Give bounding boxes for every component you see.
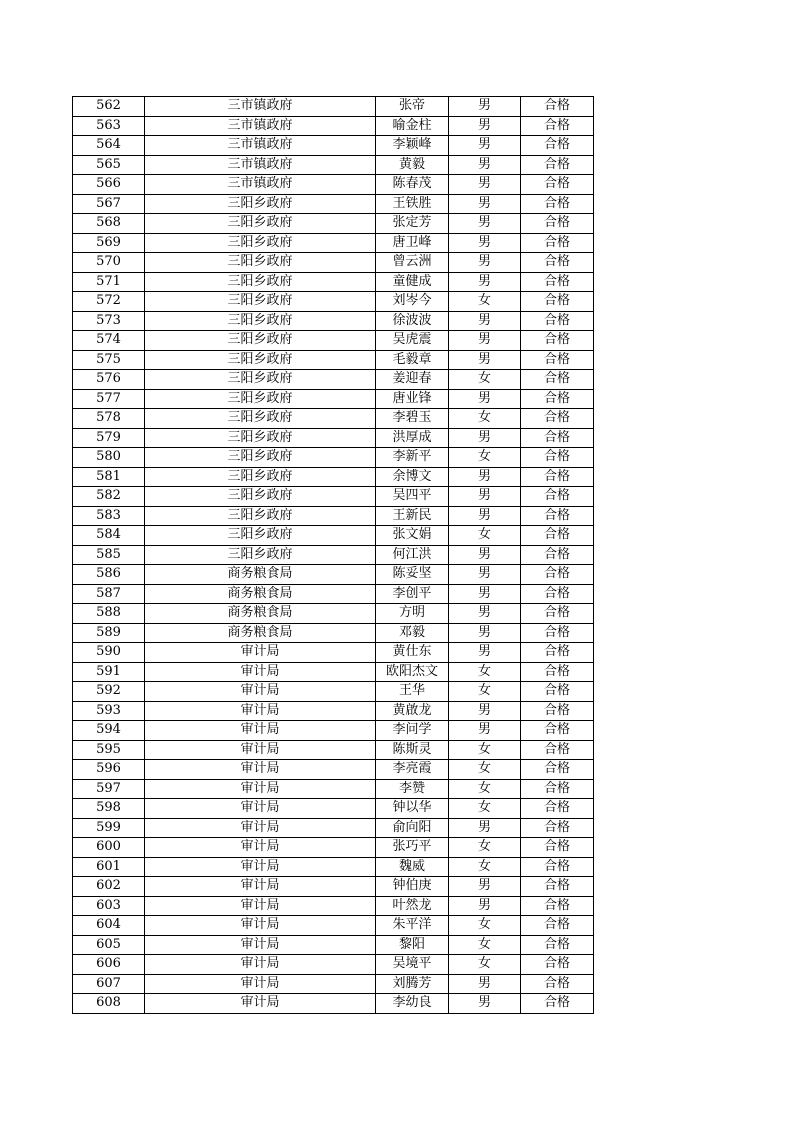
cell-unit: 三阳乡政府 (145, 272, 376, 292)
cell-name: 王华 (376, 682, 449, 702)
cell-name: 洪厚成 (376, 428, 449, 448)
cell-gender: 男 (449, 389, 521, 409)
cell-result: 合格 (521, 545, 594, 565)
table-row (73, 194, 594, 214)
cell-name: 朱平洋 (376, 916, 449, 936)
cell-number: 595 (73, 740, 145, 760)
table-row (73, 779, 594, 799)
cell-gender: 男 (449, 584, 521, 604)
table-row (73, 487, 594, 507)
cell-unit: 三阳乡政府 (145, 467, 376, 487)
table-row (73, 428, 594, 448)
cell-number: 602 (73, 877, 145, 897)
cell-result: 合格 (521, 370, 594, 390)
cell-unit: 商务粮食局 (145, 623, 376, 643)
cell-result: 合格 (521, 818, 594, 838)
cell-unit: 审计局 (145, 916, 376, 936)
cell-gender: 男 (449, 701, 521, 721)
cell-gender: 男 (449, 97, 521, 117)
cell-name: 姜迎春 (376, 370, 449, 390)
cell-unit: 三市镇政府 (145, 136, 376, 156)
cell-name: 吴虎震 (376, 331, 449, 351)
cell-unit: 审计局 (145, 877, 376, 897)
table-row (73, 935, 594, 955)
cell-unit: 审计局 (145, 760, 376, 780)
cell-result: 合格 (521, 194, 594, 214)
cell-result: 合格 (521, 994, 594, 1014)
table-row (73, 506, 594, 526)
cell-name: 李幼良 (376, 994, 449, 1014)
table-row (73, 370, 594, 390)
cell-result: 合格 (521, 136, 594, 156)
table-row (73, 350, 594, 370)
cell-gender: 女 (449, 409, 521, 429)
table-row (73, 409, 594, 429)
cell-result: 合格 (521, 955, 594, 975)
cell-result: 合格 (521, 253, 594, 273)
cell-unit: 审计局 (145, 643, 376, 663)
cell-number: 565 (73, 155, 145, 175)
cell-unit: 商务粮食局 (145, 584, 376, 604)
cell-unit: 审计局 (145, 721, 376, 741)
table-row (73, 994, 594, 1014)
table-row (73, 565, 594, 585)
table-row (73, 740, 594, 760)
cell-number: 566 (73, 175, 145, 195)
cell-result: 合格 (521, 701, 594, 721)
cell-unit: 审计局 (145, 818, 376, 838)
cell-gender: 男 (449, 721, 521, 741)
cell-number: 606 (73, 955, 145, 975)
cell-gender: 男 (449, 623, 521, 643)
cell-number: 591 (73, 662, 145, 682)
table-row (73, 526, 594, 546)
cell-name: 王铁胜 (376, 194, 449, 214)
cell-result: 合格 (521, 643, 594, 663)
table-row (73, 877, 594, 897)
table-row (73, 292, 594, 312)
cell-unit: 三阳乡政府 (145, 409, 376, 429)
cell-number: 577 (73, 389, 145, 409)
table-row (73, 623, 594, 643)
cell-name: 余博文 (376, 467, 449, 487)
cell-result: 合格 (521, 272, 594, 292)
cell-result: 合格 (521, 409, 594, 429)
cell-unit: 三阳乡政府 (145, 233, 376, 253)
cell-unit: 审计局 (145, 994, 376, 1014)
cell-number: 580 (73, 448, 145, 468)
cell-result: 合格 (521, 974, 594, 994)
roster-table (72, 96, 594, 1014)
cell-result: 合格 (521, 857, 594, 877)
cell-result: 合格 (521, 916, 594, 936)
cell-gender: 女 (449, 370, 521, 390)
table-row (73, 916, 594, 936)
cell-number: 581 (73, 467, 145, 487)
cell-unit: 商务粮食局 (145, 565, 376, 585)
cell-gender: 男 (449, 818, 521, 838)
table-row (73, 272, 594, 292)
cell-unit: 三市镇政府 (145, 97, 376, 117)
table-row (73, 838, 594, 858)
cell-unit: 三阳乡政府 (145, 506, 376, 526)
cell-gender: 女 (449, 526, 521, 546)
cell-name: 童健成 (376, 272, 449, 292)
cell-number: 583 (73, 506, 145, 526)
cell-name: 黄啟龙 (376, 701, 449, 721)
cell-number: 585 (73, 545, 145, 565)
cell-name: 黎阳 (376, 935, 449, 955)
cell-name: 李亮霞 (376, 760, 449, 780)
cell-result: 合格 (521, 428, 594, 448)
cell-unit: 三阳乡政府 (145, 448, 376, 468)
cell-gender: 女 (449, 838, 521, 858)
cell-result: 合格 (521, 506, 594, 526)
cell-gender: 女 (449, 955, 521, 975)
cell-gender: 男 (449, 175, 521, 195)
table-row (73, 818, 594, 838)
cell-name: 李赞 (376, 779, 449, 799)
cell-name: 欧阳杰文 (376, 662, 449, 682)
cell-name: 张巧平 (376, 838, 449, 858)
cell-gender: 女 (449, 779, 521, 799)
cell-gender: 女 (449, 448, 521, 468)
table-row (73, 467, 594, 487)
table-row (73, 974, 594, 994)
cell-gender: 男 (449, 467, 521, 487)
cell-unit: 三阳乡政府 (145, 487, 376, 507)
cell-gender: 男 (449, 545, 521, 565)
cell-number: 574 (73, 331, 145, 351)
cell-gender: 女 (449, 292, 521, 312)
cell-unit: 审计局 (145, 662, 376, 682)
cell-name: 徐波波 (376, 311, 449, 331)
cell-name: 唐卫峰 (376, 233, 449, 253)
table-row (73, 389, 594, 409)
cell-result: 合格 (521, 682, 594, 702)
cell-number: 563 (73, 116, 145, 136)
cell-gender: 男 (449, 565, 521, 585)
cell-unit: 三阳乡政府 (145, 253, 376, 273)
cell-gender: 男 (449, 877, 521, 897)
cell-unit: 审计局 (145, 857, 376, 877)
cell-unit: 审计局 (145, 779, 376, 799)
cell-gender: 女 (449, 740, 521, 760)
cell-name: 钟以华 (376, 799, 449, 819)
cell-gender: 男 (449, 194, 521, 214)
table-row (73, 662, 594, 682)
cell-result: 合格 (521, 233, 594, 253)
cell-name: 黄仕东 (376, 643, 449, 663)
table-row (73, 253, 594, 273)
cell-number: 588 (73, 604, 145, 624)
table-row (73, 214, 594, 234)
cell-number: 562 (73, 97, 145, 117)
cell-unit: 三阳乡政府 (145, 389, 376, 409)
cell-number: 597 (73, 779, 145, 799)
cell-unit: 三阳乡政府 (145, 311, 376, 331)
cell-unit: 三市镇政府 (145, 175, 376, 195)
cell-unit: 审计局 (145, 955, 376, 975)
roster-body (73, 97, 594, 1014)
cell-gender: 男 (449, 506, 521, 526)
cell-number: 601 (73, 857, 145, 877)
cell-name: 张定芳 (376, 214, 449, 234)
cell-gender: 男 (449, 974, 521, 994)
cell-name: 黄毅 (376, 155, 449, 175)
cell-name: 曾云洲 (376, 253, 449, 273)
cell-gender: 女 (449, 662, 521, 682)
cell-name: 吴四平 (376, 487, 449, 507)
table-row (73, 760, 594, 780)
cell-name: 毛毅章 (376, 350, 449, 370)
cell-number: 590 (73, 643, 145, 663)
cell-unit: 审计局 (145, 799, 376, 819)
cell-gender: 男 (449, 350, 521, 370)
cell-name: 俞向阳 (376, 818, 449, 838)
cell-unit: 三阳乡政府 (145, 194, 376, 214)
cell-name: 王新民 (376, 506, 449, 526)
cell-number: 594 (73, 721, 145, 741)
cell-result: 合格 (521, 877, 594, 897)
cell-unit: 审计局 (145, 682, 376, 702)
cell-number: 586 (73, 565, 145, 585)
cell-gender: 男 (449, 272, 521, 292)
cell-result: 合格 (521, 331, 594, 351)
cell-unit: 三阳乡政府 (145, 214, 376, 234)
cell-name: 叶然龙 (376, 896, 449, 916)
cell-gender: 女 (449, 916, 521, 936)
cell-number: 593 (73, 701, 145, 721)
cell-number: 578 (73, 409, 145, 429)
cell-number: 572 (73, 292, 145, 312)
table-row (73, 175, 594, 195)
cell-name: 吴境平 (376, 955, 449, 975)
cell-number: 569 (73, 233, 145, 253)
cell-result: 合格 (521, 487, 594, 507)
cell-gender: 女 (449, 760, 521, 780)
cell-number: 600 (73, 838, 145, 858)
cell-gender: 男 (449, 994, 521, 1014)
table-row (73, 136, 594, 156)
cell-number: 579 (73, 428, 145, 448)
cell-unit: 三阳乡政府 (145, 428, 376, 448)
table-row (73, 896, 594, 916)
cell-name: 魏威 (376, 857, 449, 877)
cell-result: 合格 (521, 214, 594, 234)
table-row (73, 701, 594, 721)
table-row (73, 233, 594, 253)
table-row (73, 955, 594, 975)
cell-unit: 审计局 (145, 896, 376, 916)
cell-name: 陈妥坚 (376, 565, 449, 585)
cell-name: 张帝 (376, 97, 449, 117)
cell-gender: 男 (449, 253, 521, 273)
cell-name: 喻金柱 (376, 116, 449, 136)
cell-number: 598 (73, 799, 145, 819)
table-row (73, 682, 594, 702)
cell-number: 608 (73, 994, 145, 1014)
cell-result: 合格 (521, 662, 594, 682)
cell-number: 599 (73, 818, 145, 838)
cell-unit: 三阳乡政府 (145, 292, 376, 312)
cell-unit: 三阳乡政府 (145, 370, 376, 390)
cell-number: 567 (73, 194, 145, 214)
cell-unit: 三市镇政府 (145, 155, 376, 175)
cell-gender: 女 (449, 935, 521, 955)
cell-gender: 女 (449, 857, 521, 877)
cell-result: 合格 (521, 448, 594, 468)
cell-number: 582 (73, 487, 145, 507)
cell-name: 陈斯灵 (376, 740, 449, 760)
cell-number: 573 (73, 311, 145, 331)
cell-unit: 三阳乡政府 (145, 331, 376, 351)
cell-name: 刘岑今 (376, 292, 449, 312)
cell-result: 合格 (521, 896, 594, 916)
table-row (73, 857, 594, 877)
table-row (73, 643, 594, 663)
table-row (73, 448, 594, 468)
cell-result: 合格 (521, 97, 594, 117)
cell-name: 唐业锋 (376, 389, 449, 409)
cell-number: 570 (73, 253, 145, 273)
cell-gender: 男 (449, 136, 521, 156)
cell-number: 587 (73, 584, 145, 604)
cell-number: 568 (73, 214, 145, 234)
table-row (73, 97, 594, 117)
table-row (73, 604, 594, 624)
cell-gender: 男 (449, 896, 521, 916)
cell-result: 合格 (521, 311, 594, 331)
cell-result: 合格 (521, 604, 594, 624)
cell-number: 584 (73, 526, 145, 546)
cell-number: 604 (73, 916, 145, 936)
table-row (73, 311, 594, 331)
cell-result: 合格 (521, 799, 594, 819)
cell-result: 合格 (521, 565, 594, 585)
cell-gender: 男 (449, 311, 521, 331)
cell-number: 592 (73, 682, 145, 702)
cell-number: 576 (73, 370, 145, 390)
table-row (73, 799, 594, 819)
cell-result: 合格 (521, 350, 594, 370)
cell-result: 合格 (521, 175, 594, 195)
cell-result: 合格 (521, 155, 594, 175)
cell-result: 合格 (521, 838, 594, 858)
cell-name: 李碧玉 (376, 409, 449, 429)
cell-gender: 男 (449, 233, 521, 253)
cell-gender: 男 (449, 487, 521, 507)
cell-name: 张文娟 (376, 526, 449, 546)
cell-result: 合格 (521, 779, 594, 799)
cell-number: 603 (73, 896, 145, 916)
cell-result: 合格 (521, 467, 594, 487)
cell-gender: 男 (449, 604, 521, 624)
cell-result: 合格 (521, 740, 594, 760)
cell-result: 合格 (521, 292, 594, 312)
table-row (73, 545, 594, 565)
table-row (73, 584, 594, 604)
cell-number: 596 (73, 760, 145, 780)
cell-unit: 审计局 (145, 838, 376, 858)
cell-unit: 三市镇政府 (145, 116, 376, 136)
table-row (73, 721, 594, 741)
cell-gender: 男 (449, 428, 521, 448)
cell-number: 589 (73, 623, 145, 643)
cell-gender: 女 (449, 682, 521, 702)
cell-gender: 男 (449, 155, 521, 175)
cell-gender: 男 (449, 116, 521, 136)
cell-name: 李颖峰 (376, 136, 449, 156)
table-row (73, 116, 594, 136)
cell-result: 合格 (521, 721, 594, 741)
cell-name: 李新平 (376, 448, 449, 468)
cell-number: 607 (73, 974, 145, 994)
cell-name: 刘腾芳 (376, 974, 449, 994)
cell-unit: 审计局 (145, 935, 376, 955)
cell-result: 合格 (521, 935, 594, 955)
cell-gender: 男 (449, 331, 521, 351)
cell-unit: 审计局 (145, 740, 376, 760)
cell-name: 陈春茂 (376, 175, 449, 195)
cell-unit: 商务粮食局 (145, 604, 376, 624)
cell-result: 合格 (521, 760, 594, 780)
cell-result: 合格 (521, 526, 594, 546)
cell-number: 605 (73, 935, 145, 955)
cell-result: 合格 (521, 584, 594, 604)
cell-gender: 女 (449, 799, 521, 819)
cell-result: 合格 (521, 389, 594, 409)
cell-name: 方明 (376, 604, 449, 624)
cell-name: 邓毅 (376, 623, 449, 643)
cell-unit: 审计局 (145, 974, 376, 994)
cell-unit: 三阳乡政府 (145, 350, 376, 370)
cell-name: 李问学 (376, 721, 449, 741)
cell-number: 571 (73, 272, 145, 292)
cell-number: 564 (73, 136, 145, 156)
table-row (73, 331, 594, 351)
table-row (73, 155, 594, 175)
cell-unit: 审计局 (145, 701, 376, 721)
cell-name: 李创平 (376, 584, 449, 604)
cell-gender: 男 (449, 643, 521, 663)
cell-result: 合格 (521, 623, 594, 643)
cell-name: 钟伯庚 (376, 877, 449, 897)
cell-name: 何江洪 (376, 545, 449, 565)
cell-unit: 三阳乡政府 (145, 526, 376, 546)
cell-number: 575 (73, 350, 145, 370)
cell-result: 合格 (521, 116, 594, 136)
cell-unit: 三阳乡政府 (145, 545, 376, 565)
cell-gender: 男 (449, 214, 521, 234)
